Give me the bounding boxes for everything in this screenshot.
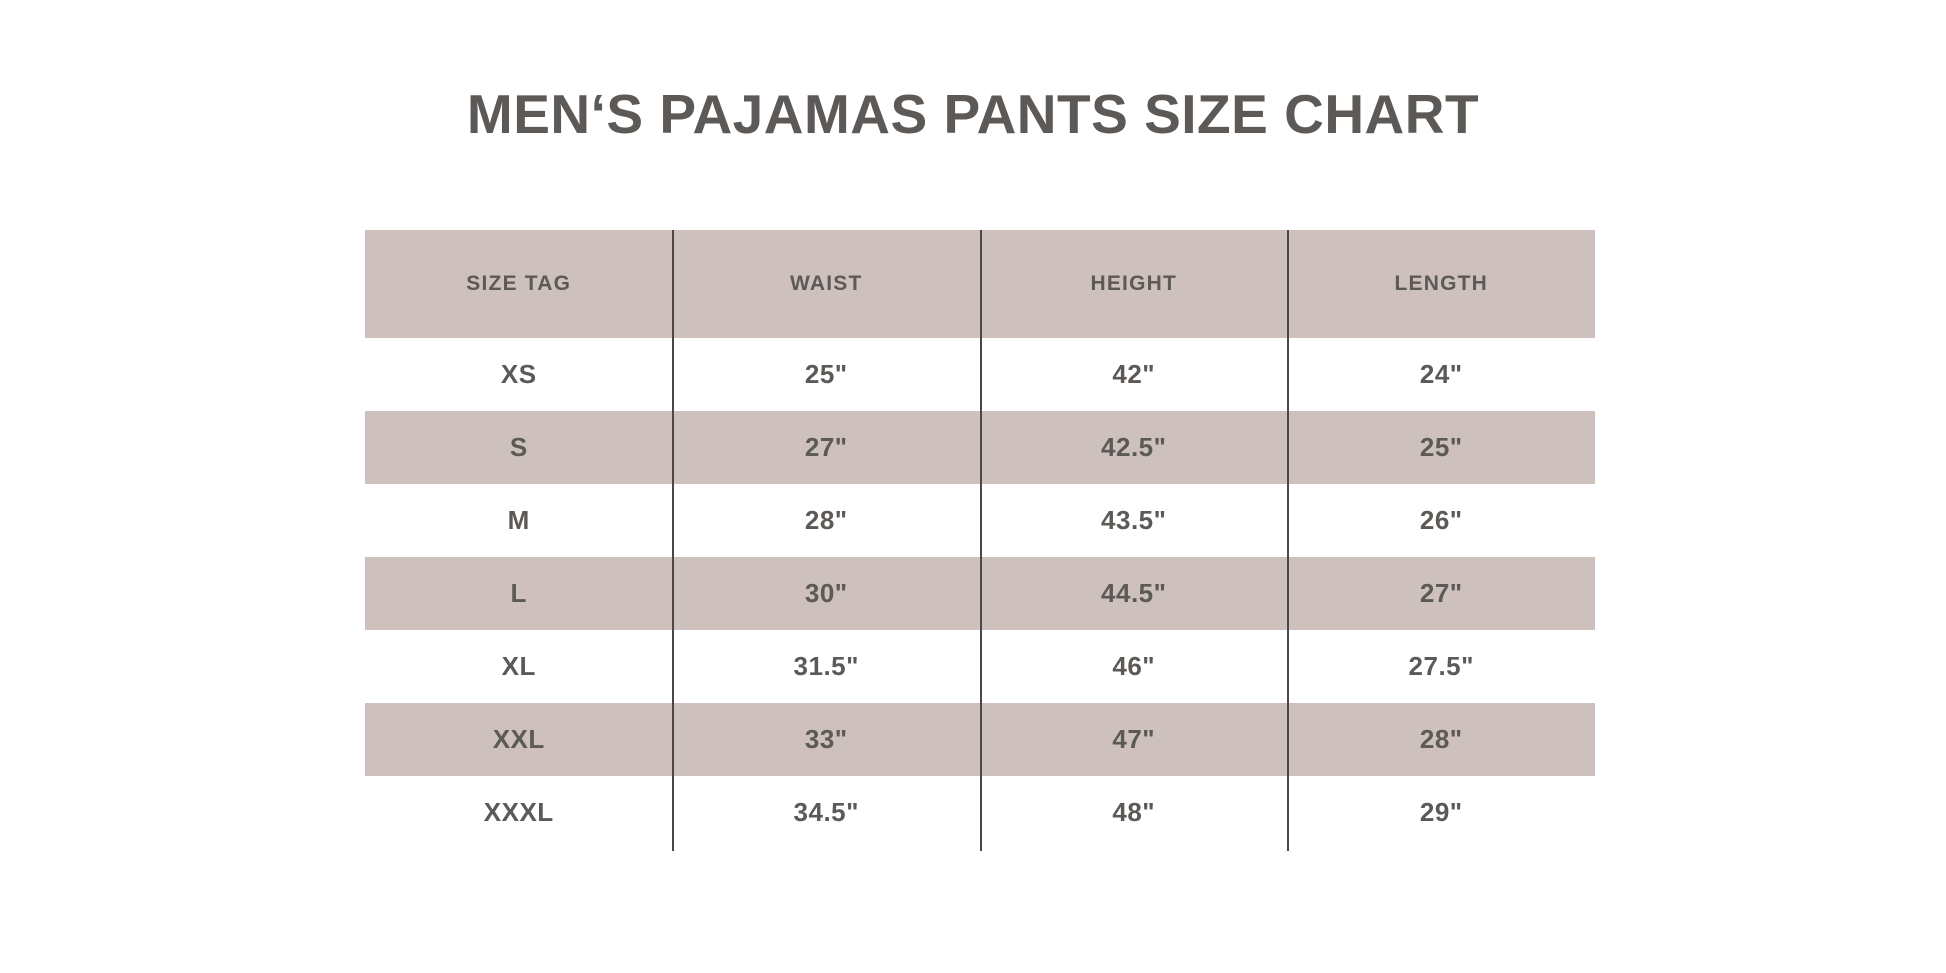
column-header-length: LENGTH — [1288, 230, 1596, 338]
cell-waist: 27" — [673, 411, 981, 484]
cell-height: 48" — [980, 776, 1288, 849]
cell-height: 46" — [980, 630, 1288, 703]
cell-size-tag: XL — [365, 630, 673, 703]
cell-length: 28" — [1288, 703, 1596, 776]
size-chart-table-wrapper — [365, 230, 1595, 849]
cell-waist: 25" — [673, 338, 981, 411]
cell-size-tag: XXXL — [365, 776, 673, 849]
cell-length: 25" — [1288, 411, 1596, 484]
cell-height: 43.5" — [980, 484, 1288, 557]
cell-length: 27.5" — [1288, 630, 1596, 703]
cell-size-tag: L — [365, 557, 673, 630]
column-divider — [672, 230, 674, 851]
cell-height: 44.5" — [980, 557, 1288, 630]
cell-size-tag: XS — [365, 338, 673, 411]
cell-height: 42.5" — [980, 411, 1288, 484]
cell-waist: 33" — [673, 703, 981, 776]
column-header-size-tag: SIZE TAG — [365, 230, 673, 338]
cell-waist: 34.5" — [673, 776, 981, 849]
column-header-height: HEIGHT — [980, 230, 1288, 338]
cell-size-tag: S — [365, 411, 673, 484]
cell-length: 26" — [1288, 484, 1596, 557]
cell-length: 29" — [1288, 776, 1596, 849]
cell-size-tag: M — [365, 484, 673, 557]
cell-height: 47" — [980, 703, 1288, 776]
page-title: MEN‘S PAJAMAS PANTS SIZE CHART — [466, 83, 1480, 145]
cell-waist: 28" — [673, 484, 981, 557]
cell-size-tag: XXL — [365, 703, 673, 776]
cell-length: 27" — [1288, 557, 1596, 630]
column-divider — [980, 230, 982, 851]
column-divider — [1287, 230, 1289, 851]
column-header-waist: WAIST — [673, 230, 981, 338]
cell-length: 24" — [1288, 338, 1596, 411]
cell-waist: 30" — [673, 557, 981, 630]
cell-waist: 31.5" — [673, 630, 981, 703]
cell-height: 42" — [980, 338, 1288, 411]
